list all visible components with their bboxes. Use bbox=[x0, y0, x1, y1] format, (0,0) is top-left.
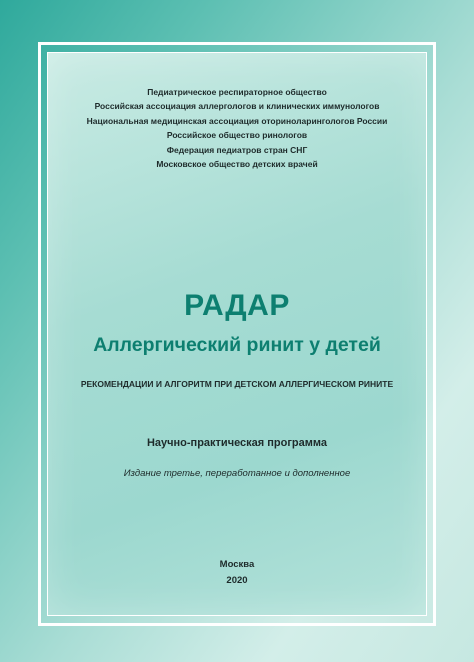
publication-year: 2020 bbox=[226, 575, 248, 586]
organization-name: Национальная медицинская ассоциация оториноларингологов России bbox=[86, 115, 388, 126]
publication-city: Москва bbox=[219, 559, 255, 570]
organization-name: Российская ассоциация аллергологов и клинических иммунологов bbox=[94, 101, 380, 112]
organization-name: Российское общество ринологов bbox=[166, 130, 308, 141]
book-title: РАДАР bbox=[184, 289, 290, 322]
organizations-list bbox=[48, 85, 426, 171]
edition-note: Издание третье, переработанное и дополненное bbox=[123, 468, 351, 479]
program-label: Научно-практическая программа bbox=[146, 437, 328, 449]
organization-name: Педиатрическое респираторное общество bbox=[147, 87, 327, 97]
organization-name: Московское общество детских врачей bbox=[156, 159, 318, 170]
book-subtitle: Аллергический ринит у детей bbox=[93, 334, 381, 356]
organization-name: Федерация педиатров стран СНГ bbox=[166, 144, 308, 155]
inner-panel bbox=[47, 52, 427, 616]
recommendations-line: РЕКОМЕНДАЦИИ И АЛГОРИТМ ПРИ ДЕТСКОМ АЛЛЕРГИЧЕСКОМ РИНИТЕ bbox=[80, 379, 394, 389]
